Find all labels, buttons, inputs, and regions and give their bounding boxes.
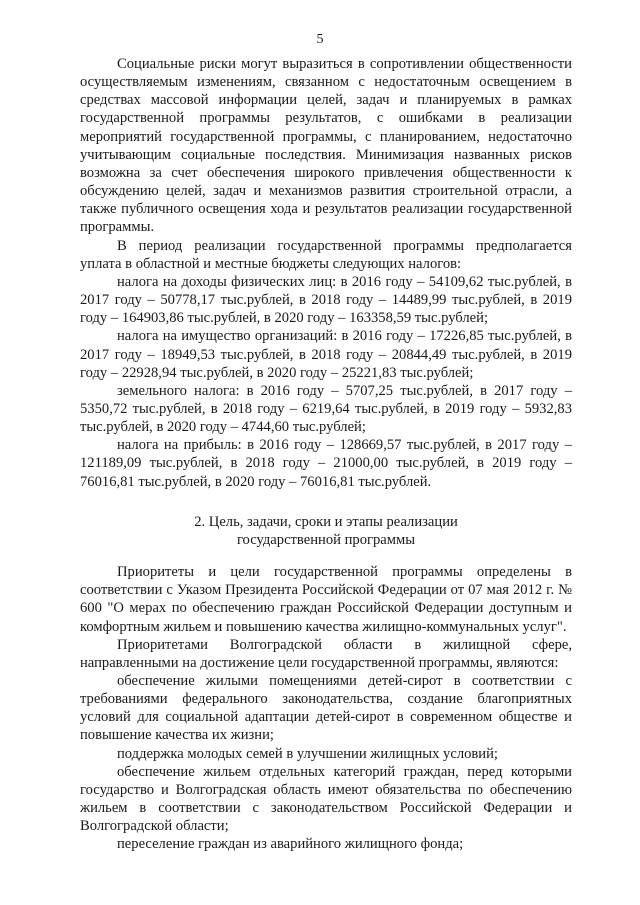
section-heading-line-1: 2. Цель, задачи, сроки и этапы реализации [194, 513, 458, 530]
paragraph-volgograd-priorities: Приоритетами Волгоградской области в жилищной сфере, направленными на достижение цели государственной программы, являются: [80, 636, 572, 671]
paragraph-social-risks: Социальные риски могут выразиться в сопротивлении общественности осуществляемым изменениям, связанном с недостаточным освещением в средствах массовой информации целей, задач и планируемых в рамках государственной программы результатов, с ошибками в реализации мероприятий государственной программы, с планированием, недостаточно учитывающим социальные последствия. Минимизация названных рисков возможна за счет обеспечения широкого привлечения общественности к обсуждению целей, задач и механизмов развития строительной отрасли, а также публичного освещения хода и результатов реализации государственной программы. [80, 56, 572, 236]
list-item-emergency-housing: переселение граждан из аварийного жилищного фонда; [117, 836, 464, 853]
list-item-orphans-housing: обеспечение жилыми помещениями детей-сирот в соответствии с требованиями федерального законодательства, создание благоприятных условий для социальной адаптации детей-сирот в современном обществе и повышение качества их жизни; [80, 673, 572, 744]
paragraph-land-tax: земельного налога: в 2016 году – 5707,25 тыс.рублей, в 2017 году – 5350,72 тыс.рублей, в 2018 году – 6219,64 тыс.рублей, в 2019 году – 5932,83 тыс.рублей, в 2020 году – 4744,60 тыс.рублей; [80, 382, 572, 436]
list-item-special-categories: обеспечение жильем отдельных категорий граждан, перед которыми государство и Волгоградская область имеют обязательства по обеспечению жильем в соответствии с законодательством Российской Федерации и Волгоградской области; [80, 763, 572, 835]
paragraph-profit-tax: налога на прибыль: в 2016 году – 128669,57 тыс.рублей, в 2017 году – 121189,09 тыс.рублей, в 2018 году – 21000,00 тыс.рублей, в 2019 году – 76016,81 тыс.рублей, в 2020 году – 76016,81 тыс.рублей. [80, 437, 572, 490]
paragraph-taxes-intro: В период реализации государственной программы предполагается уплата в областной и местные бюджеты следующих налогов: [80, 237, 572, 272]
list-item-young-families: поддержка молодых семей в улучшении жилищных условий; [117, 745, 498, 762]
paragraph-income-tax: налога на доходы физических лиц: в 2016 году – 54109,62 тыс.рублей, в 2017 году – 50778,17 тыс.рублей, в 2018 году – 14489,99 тыс.рублей, в 2019 году – 164903,86 тыс.рублей, в 2020 году – 163358,59 тыс.рублей; [80, 273, 572, 327]
spacer [80, 549, 572, 563]
paragraph-priorities-decree: Приоритеты и цели государственной программы определены в соответствии с Указом Президента Российской Федерации от 07 мая 2012 г. № 600 "О мерах по обеспечению граждан Российской Федерации доступным и комфортным жильем и повышению качества жилищно-коммунальных услуг". [80, 564, 572, 635]
section-heading-line-2: государственной программы [236, 531, 416, 548]
page-number: 5 [316, 32, 324, 47]
spacer [80, 491, 572, 513]
paragraph-property-tax: налога на имущество организаций: в 2016 году – 17226,85 тыс.рублей, в 2017 году – 18949,53 тыс.рублей, в 2018 году – 20844,49 тыс.рублей, в 2019 году – 22928,94 тыс.рублей, в 2020 году – 25221,83 тыс.рублей; [80, 328, 572, 381]
page-body [80, 55, 572, 854]
